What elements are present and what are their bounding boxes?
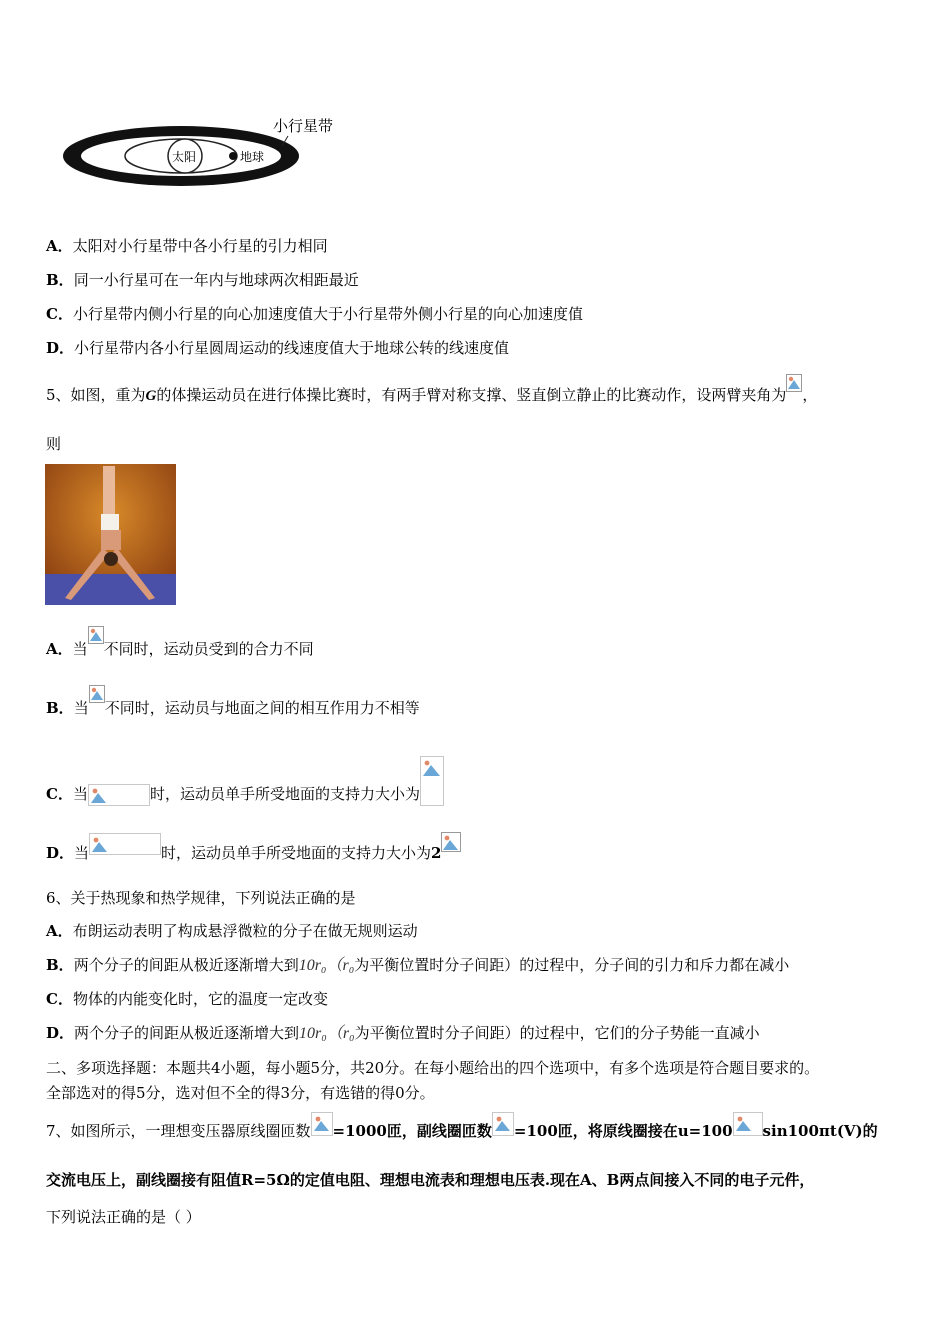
q7-stem-line1: 7、如图所示，一理想变压器原线圈匝数 =1000匝，副线圈匝数 =100匝，将原线圈接在u=100 sin100πt(V)的 [46,1120,878,1144]
broken-image-icon [88,626,104,644]
q5-option-d: D．当 时，运动员单手所受地面的支持力大小为2 [46,842,461,865]
earth-label: 地球 [240,150,265,164]
q5-stem-cont: 则 [46,435,62,453]
broken-image-placeholder [733,1112,763,1136]
q6-option-c: C．物体的内能变化时，它的温度一定改变 [46,990,328,1008]
q6-stem: 6、关于热现象和热学规律，下列说法正确的是 [46,889,356,907]
math-r0: （r₀ [326,957,355,974]
gymnast-handstand-photo [45,464,176,605]
q5-option-b: B．当 不同时，运动员与地面之间的相互作用力不相等 [46,697,420,718]
q4-option-a: A．太阳对小行星带中各小行星的引力相同 [46,237,328,255]
q4-option-d: D．小行星带内各小行星圆周运动的线速度值大于地球公转的线速度值 [46,339,510,357]
asteroid-belt-figure [56,108,356,200]
q4-option-b: B．同一小行星可在一年内与地球两次相距最近 [46,271,359,289]
q7-stem-line3: 下列说法正确的是（ ） [46,1208,201,1226]
math-r0: （r₀ [326,1025,355,1042]
math-10r0: 10r₀ [299,1025,327,1042]
broken-image-placeholder [88,784,150,806]
broken-image-placeholder [89,833,161,855]
q5-option-a: A．当 不同时，运动员受到的合力不同 [46,638,314,659]
broken-image-placeholder [311,1112,333,1136]
broken-image-placeholder [492,1112,514,1136]
math-10r0: 10r₀ [298,957,327,974]
broken-image-icon [89,685,105,703]
q4-option-c: C．小行星带内侧小行星的向心加速度值大于小行星带外侧小行星的向心加速度值 [46,305,583,323]
q5-stem: 5、如图，重为G的体操运动员在进行体操比赛时，有两手臂对称支撑、竖直倒立静止的比赛动作，设两臂夹角为 ， [46,384,817,406]
q6-option-b: B．两个分子的间距从极近逐渐增大到10r₀（r₀为平衡位置时分子间距）的过程中，分子间的引力和斥力都在减小 [46,956,790,974]
section2-line1: 二、多项选择题：本题共4小题，每小题5分，共20分。在每小题给出的四个选项中，有多个选项是符合题目要求的。 [46,1059,820,1077]
q6-option-a: A．布朗运动表明了构成悬浮微粒的分子在做无规则运动 [46,922,418,940]
sun-label: 太阳 [172,150,197,164]
q5-option-c: C．当 时，运动员单手所受地面的支持力大小为 [46,770,444,820]
q7-stem-line2: 交流电压上，副线圈接有阻值R=5Ω的定值电阻、理想电流表和理想电压表.现在A、B两点间接入不同的电子元件， [46,1171,815,1189]
broken-image-placeholder [420,756,444,806]
broken-image-icon [441,832,461,850]
q6-option-d: D．两个分子的间距从极近逐渐增大到10r₀（r₀为平衡位置时分子间距）的过程中，它们的分子势能一直减小 [46,1024,760,1042]
broken-image-icon [786,374,802,392]
section2-line2: 全部选对的得5分，选对但不全的得3分，有选错的得0分。 [46,1084,435,1102]
belt-label: 小行星带 [273,117,334,135]
